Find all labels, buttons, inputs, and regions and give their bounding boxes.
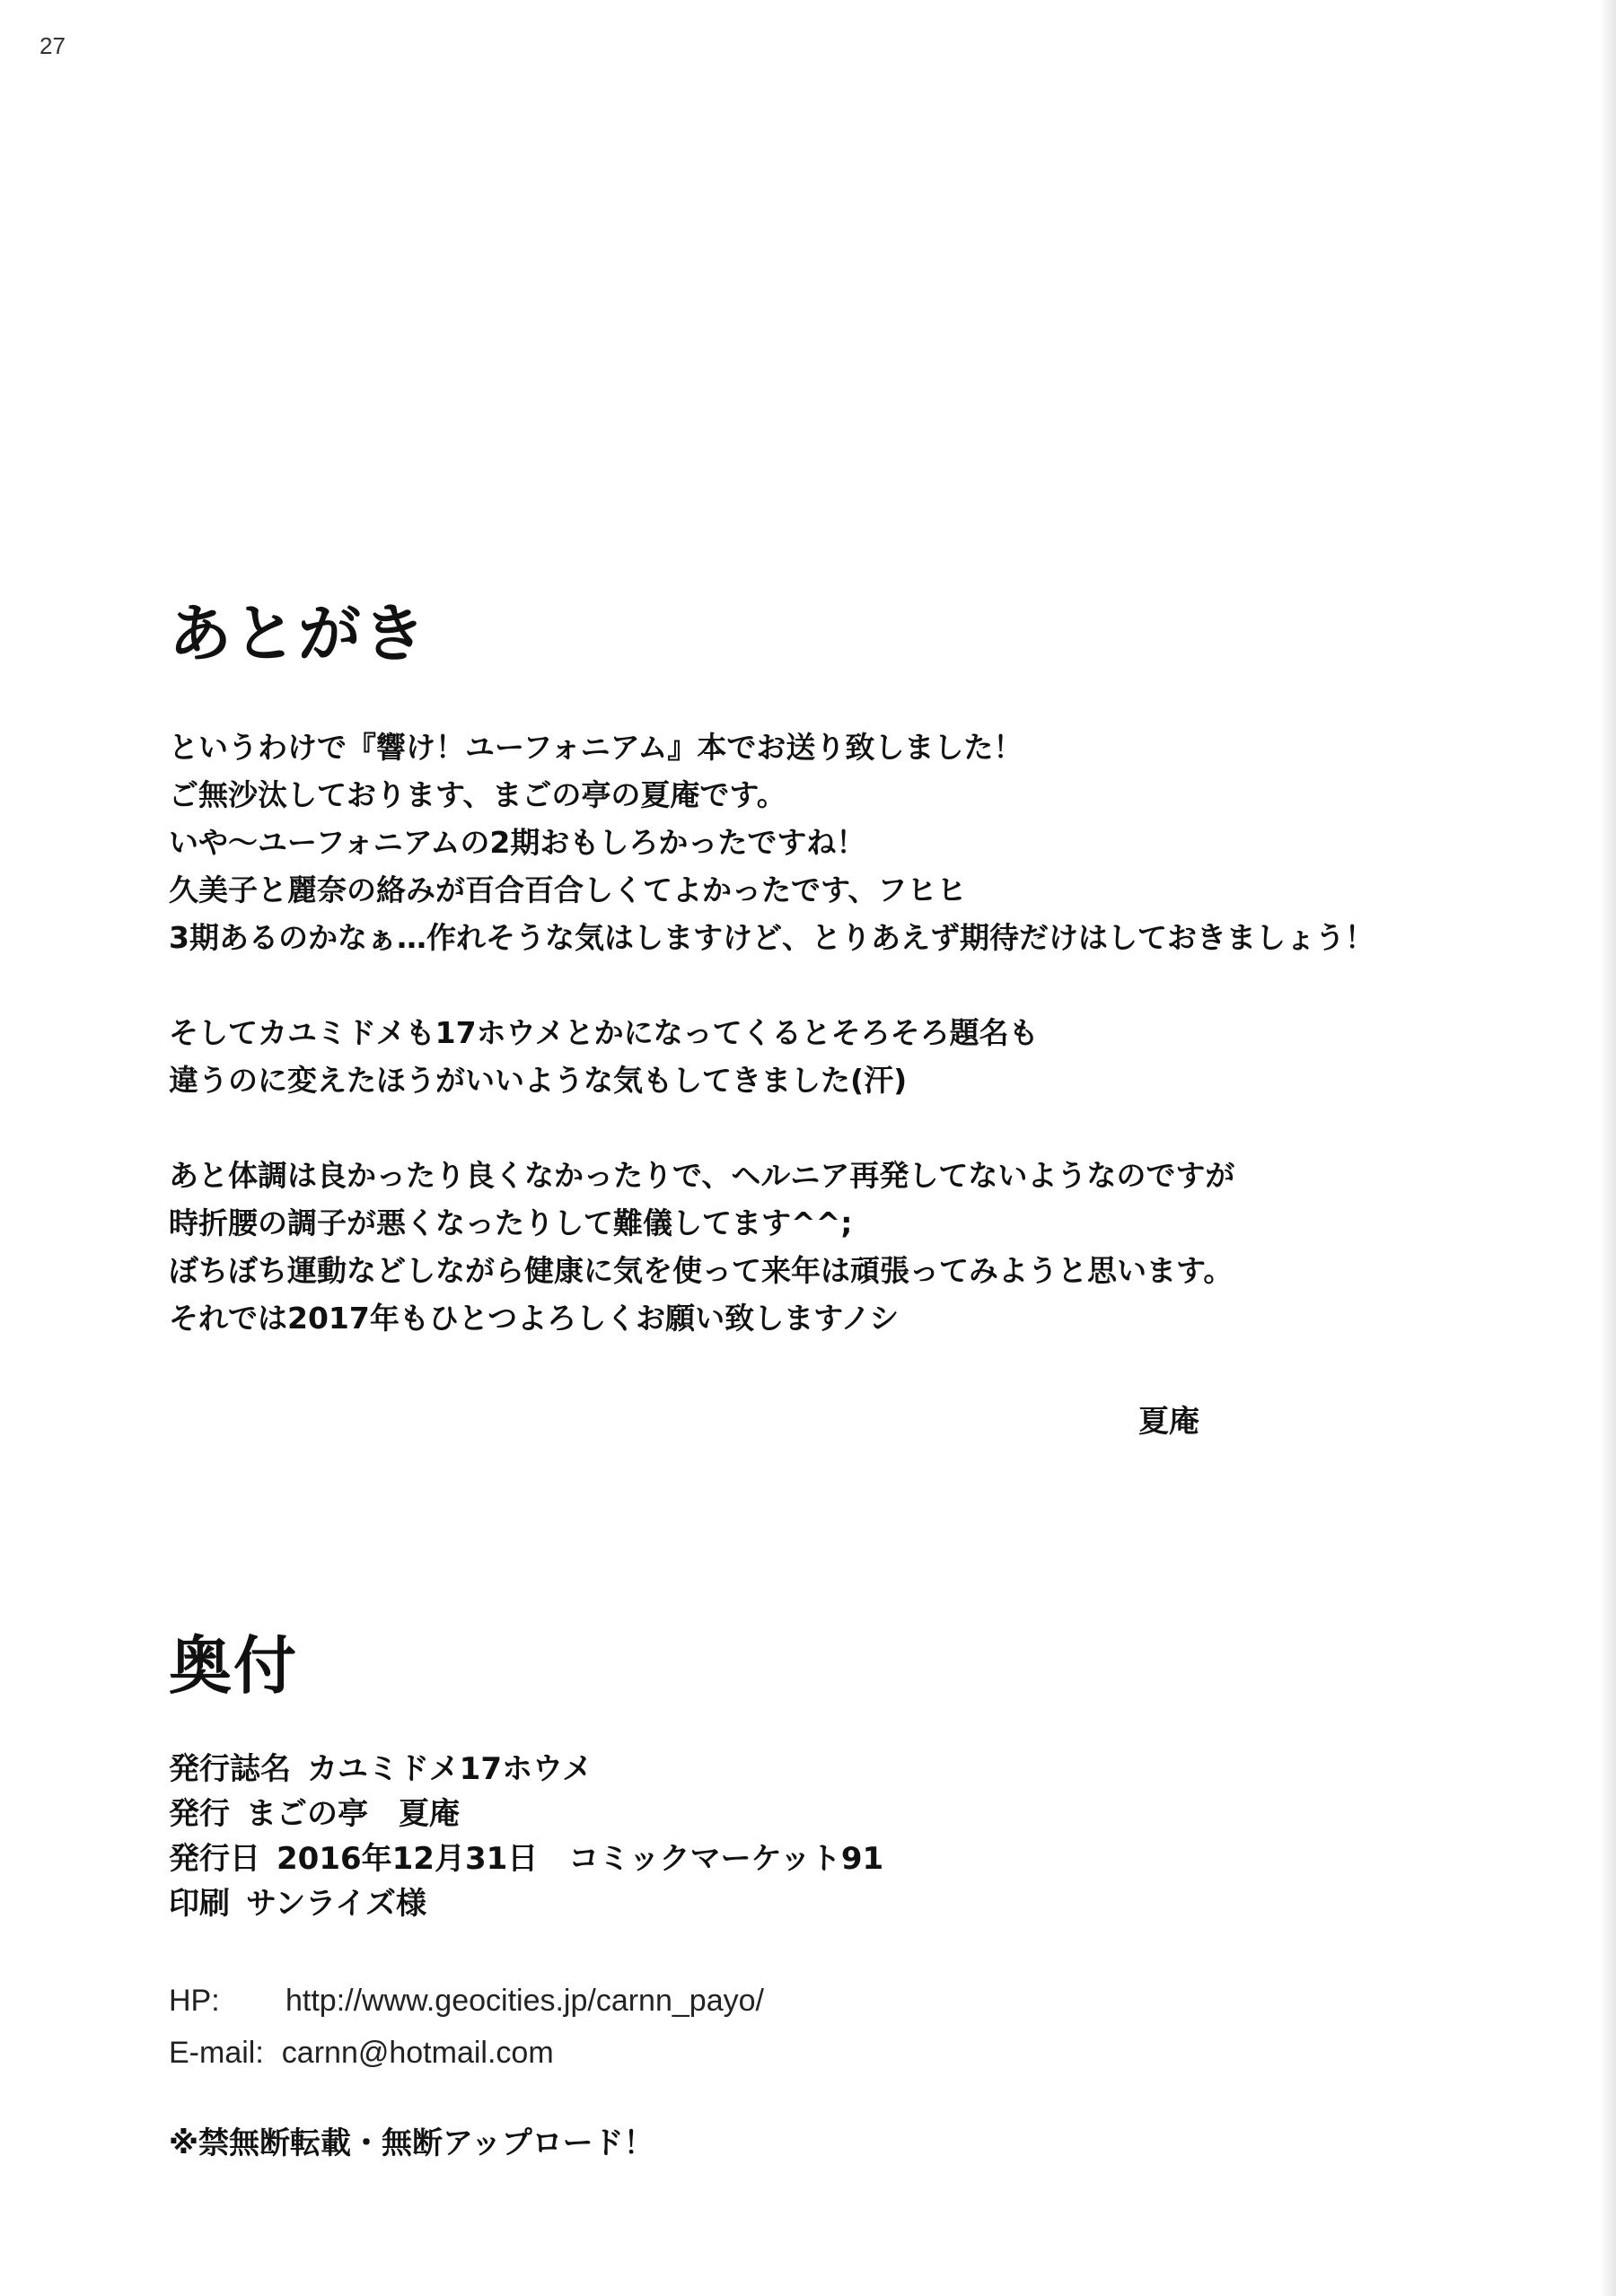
colophon-value: サンライズ様 <box>246 1886 426 1922</box>
colophon-value: カユミドメ17ホウメ <box>307 1751 593 1787</box>
afterword-paragraph-2 <box>169 1009 1444 1104</box>
colophon-row-publisher <box>169 1792 883 1836</box>
afterword-line: 時折腰の調子が悪くなったりして難儀してます^^; <box>169 1205 853 1240</box>
afterword-line: いや～ユーフォニアムの2期おもしろかったですね！ <box>169 825 866 860</box>
afterword-line: 違うのに変えたほうがいいような気もしてきました(汗) <box>169 1063 908 1098</box>
page-edge-shadow <box>1600 0 1616 2296</box>
afterword-line: それでは2017年もひとつよろしくお願い致しますノシ <box>169 1301 900 1336</box>
email-address: carnn@hotmail.com <box>281 2036 554 2070</box>
homepage-url: http://www.geocities.jp/carnn_payo/ <box>285 1984 764 2018</box>
email-label: E-mail: <box>169 2036 264 2070</box>
contact-info <box>169 1975 764 2079</box>
colophon-title: 奥付 <box>169 1629 298 1703</box>
afterword-line: あと体調は良かったり良くなかったりで、ヘルニア再発してないようなのですが <box>169 1158 1235 1193</box>
afterword-line: ぼちぼち運動などしながら健康に気を使って来年は頑張ってみようと思います。 <box>169 1253 1234 1288</box>
colophon-row-title <box>169 1747 883 1792</box>
afterword-paragraph-1 <box>169 723 1444 961</box>
colophon-row-date <box>169 1836 883 1881</box>
colophon-label: 発行誌名 <box>169 1751 291 1787</box>
colophon-row-printer <box>169 1881 883 1926</box>
colophon-label: 発行日 <box>169 1841 260 1877</box>
afterword-title: あとがき <box>169 597 427 670</box>
colophon-info <box>169 1747 883 1926</box>
colophon-value: まごの亭 夏庵 <box>246 1796 460 1832</box>
page-number: 27 <box>40 32 66 59</box>
homepage-label: HP: <box>169 1984 220 2018</box>
colophon-value: 2016年12月31日 コミックマーケット91 <box>277 1841 884 1877</box>
afterword-line: そしてカユミドメも17ホウメとかになってくるとそろそろ題名も <box>169 1015 1039 1050</box>
afterword-line: 3期あるのかなぁ…作れそうな気はしますけど、とりあえず期待だけはしておきましょう！ <box>169 920 1374 955</box>
afterword-body <box>169 723 1444 1342</box>
homepage-row <box>169 1975 764 2027</box>
email-row <box>169 2027 764 2079</box>
afterword-paragraph-3 <box>169 1152 1444 1342</box>
author-signature: 夏庵 <box>1138 1404 1199 1440</box>
afterword-line: ご無沙汰しております、まごの亭の夏庵です。 <box>169 777 786 812</box>
afterword-line: というわけで『響け！ユーフォニアム』本でお送り致しました！ <box>169 730 1023 765</box>
afterword-line: 久美子と麗奈の絡みが百合百合しくてよかったです、フヒヒ <box>169 872 967 907</box>
colophon-label: 印刷 <box>169 1886 230 1922</box>
colophon-label: 発行 <box>169 1796 230 1832</box>
copyright-warning: ※禁無断転載・無断アップロード！ <box>169 2125 654 2161</box>
